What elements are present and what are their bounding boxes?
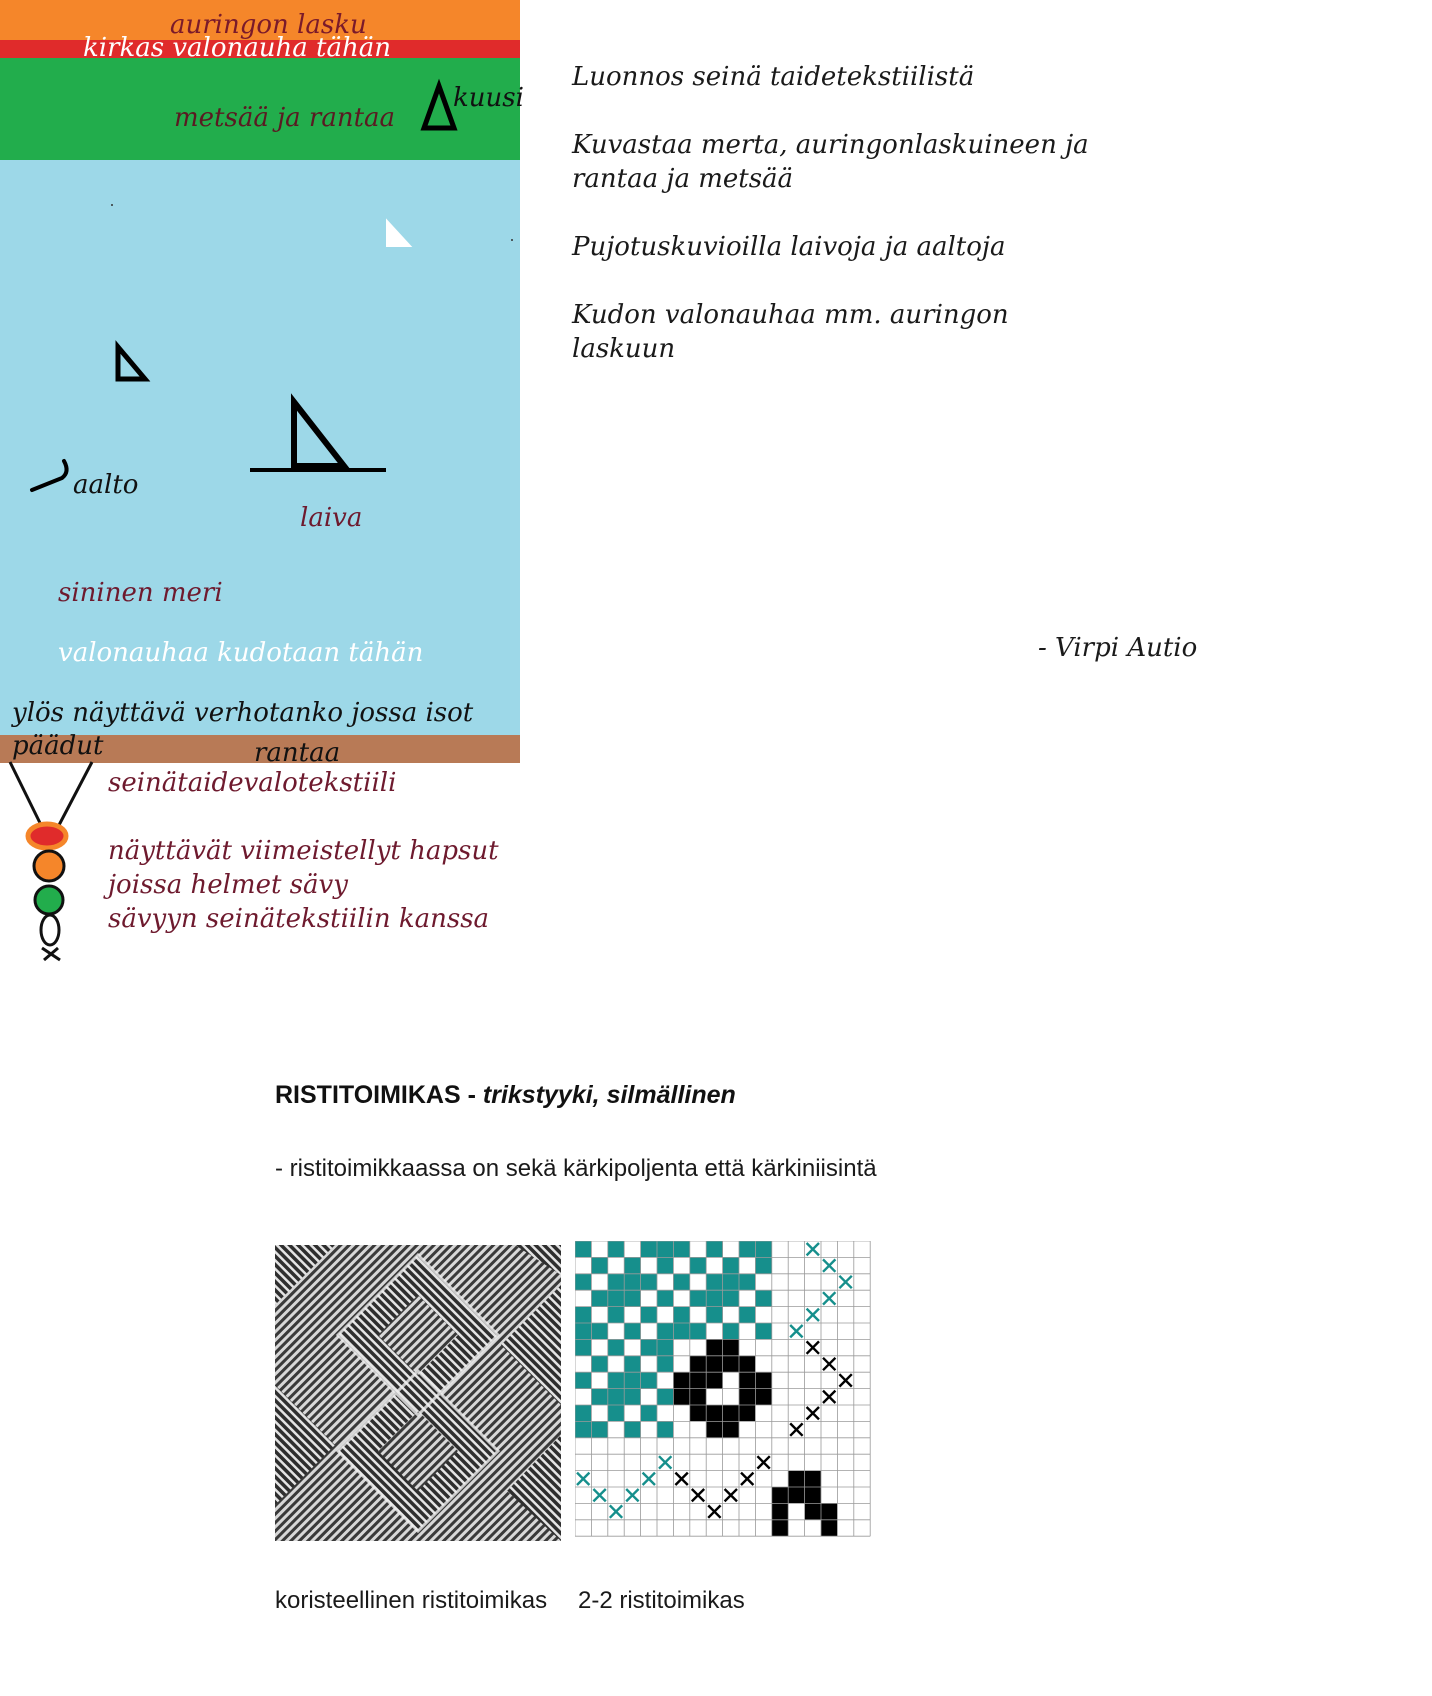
draft-cell — [657, 1257, 673, 1273]
notes-p3-line1: Kudon valonauhaa mm. auringon — [572, 300, 1009, 330]
weave-heading — [275, 1081, 736, 1110]
draft-cell — [739, 1307, 755, 1323]
ship-icon — [250, 402, 386, 470]
draft-cell — [772, 1503, 788, 1519]
draft-cell — [624, 1421, 640, 1437]
draft-cell — [805, 1487, 821, 1503]
draft-cell — [690, 1290, 706, 1306]
draft-cell — [723, 1323, 739, 1339]
draft-cross-mark — [839, 1374, 851, 1386]
draft-cell — [723, 1257, 739, 1273]
draft-cross-mark — [577, 1473, 589, 1485]
draft-cross-mark — [790, 1325, 802, 1337]
rod-label-line2: päädut — [12, 731, 104, 761]
caption-left: koristeellinen ristitoimikas — [275, 1587, 548, 1614]
notes-title: Luonnos seinä taidetekstiilistä — [572, 62, 975, 92]
notes-p2: Pujotuskuvioilla laivoja ja aaltoja — [572, 232, 1006, 262]
draft-cell — [575, 1307, 591, 1323]
draft-cell — [591, 1323, 607, 1339]
draft-cell — [739, 1389, 755, 1405]
draft-cell — [608, 1241, 624, 1257]
draft-cell — [641, 1307, 657, 1323]
draft-cell — [739, 1274, 755, 1290]
fringe-label-line2: joissa helmet sävy — [108, 870, 348, 900]
notes-p3-line2: laskuun — [572, 334, 676, 364]
draft-cell — [575, 1323, 591, 1339]
draft-cell — [805, 1471, 821, 1487]
rod-label-line1: ylös näyttävä verhotanko jossa isot — [12, 698, 474, 728]
draft-cell — [723, 1356, 739, 1372]
draft-cell — [739, 1241, 755, 1257]
draft-cell — [706, 1421, 722, 1437]
draft-cell — [575, 1274, 591, 1290]
draft-cell — [723, 1290, 739, 1306]
draft-cell — [706, 1274, 722, 1290]
draft-cross-mark — [692, 1489, 704, 1501]
draft-cell — [657, 1389, 673, 1405]
draft-cell — [788, 1471, 804, 1487]
draft-cell — [739, 1405, 755, 1421]
sunset-label: auringon lasku — [170, 10, 367, 40]
draft-cell — [690, 1356, 706, 1372]
draft-cell — [755, 1389, 771, 1405]
draft-cell — [657, 1241, 673, 1257]
draft-cell — [673, 1389, 689, 1405]
sea-label: sininen meri — [58, 578, 223, 608]
light-band-label: kirkas valonauha tähän — [83, 33, 391, 63]
draft-cell — [706, 1372, 722, 1388]
draft-cross-mark — [807, 1243, 819, 1255]
draft-cell — [673, 1307, 689, 1323]
draft-cell — [608, 1290, 624, 1306]
forest-label: metsää ja rantaa — [174, 103, 396, 133]
draft-cell — [821, 1503, 837, 1519]
draft-cell — [673, 1241, 689, 1257]
draft-cross-mark — [823, 1259, 835, 1271]
draft-cross-mark — [823, 1292, 835, 1304]
draft-cell — [739, 1372, 755, 1388]
draft-cell — [706, 1307, 722, 1323]
signature: - Virpi Autio — [1038, 633, 1198, 663]
sketch-drawings — [0, 0, 530, 980]
draft-cell — [575, 1339, 591, 1355]
draft-cell — [657, 1339, 673, 1355]
spruce-icon — [424, 86, 454, 128]
draft-cell — [657, 1356, 673, 1372]
draft-cell — [641, 1241, 657, 1257]
draft-cross-mark — [807, 1407, 819, 1419]
draft-cell — [755, 1290, 771, 1306]
draft-cell — [706, 1356, 722, 1372]
draft-cell — [575, 1372, 591, 1388]
draft-cell — [608, 1405, 624, 1421]
draft-cell — [608, 1274, 624, 1290]
sea-dot — [511, 239, 513, 241]
white-sail-icon — [387, 221, 410, 246]
draft-cross-mark — [790, 1423, 802, 1435]
draft-cell — [657, 1421, 673, 1437]
draft-cell — [575, 1241, 591, 1257]
draft-cell — [624, 1389, 640, 1405]
draft-cell — [690, 1405, 706, 1421]
notes-p1-line2: rantaa ja metsää — [572, 164, 794, 194]
draft-cell — [723, 1274, 739, 1290]
small-sail-icon — [118, 347, 145, 379]
weave-description: - ristitoimikkaassa on sekä kärkipoljenta että kärkiniisintä — [275, 1155, 877, 1182]
draft-cell — [706, 1339, 722, 1355]
draft-cross-mark — [593, 1489, 605, 1501]
ship-label: laiva — [300, 503, 363, 533]
draft-cell — [575, 1405, 591, 1421]
draft-cross-mark — [610, 1505, 622, 1517]
draft-cell — [641, 1372, 657, 1388]
draft-cell — [772, 1520, 788, 1536]
draft-cell — [706, 1290, 722, 1306]
draft-cell — [591, 1290, 607, 1306]
wave-icon — [32, 461, 67, 490]
draft-cell — [624, 1290, 640, 1306]
draft-cross-mark — [659, 1456, 671, 1468]
draft-cross-mark — [741, 1473, 753, 1485]
draft-cell — [755, 1372, 771, 1388]
draft-cell — [772, 1487, 788, 1503]
draft-cell — [755, 1257, 771, 1273]
weave-draft-diagram — [575, 1241, 875, 1541]
draft-cell — [608, 1389, 624, 1405]
draft-cross-mark — [643, 1473, 655, 1485]
draft-cell — [706, 1405, 722, 1421]
textile-label: seinätaidevalotekstiili — [108, 768, 397, 798]
draft-cell — [591, 1421, 607, 1437]
caption-right: 2-2 ristitoimikas — [578, 1587, 745, 1614]
draft-cell — [723, 1405, 739, 1421]
draft-cell — [624, 1274, 640, 1290]
draft-cell — [608, 1372, 624, 1388]
draft-cell — [624, 1356, 640, 1372]
draft-cell — [641, 1405, 657, 1421]
shore-label: rantaa — [254, 738, 341, 768]
draft-cross-mark — [708, 1505, 720, 1517]
draft-cell — [608, 1307, 624, 1323]
fringe-label-line1: näyttävät viimeistellyt hapsut — [108, 836, 499, 866]
notes-p1-line1: Kuvastaa merta, auringonlaskuineen ja — [572, 130, 1089, 160]
draft-cross-mark — [823, 1391, 835, 1403]
light-weave-label: valonauhaa kudotaan tähän — [58, 638, 424, 668]
weave-heading-italic: trikstyyki, silmällinen — [482, 1081, 736, 1109]
wave-label: aalto — [73, 470, 139, 500]
draft-cell — [641, 1274, 657, 1290]
fabric-sample-image — [275, 1245, 561, 1541]
weave-heading-sep: - — [460, 1081, 483, 1109]
draft-cell — [690, 1323, 706, 1339]
draft-cell — [723, 1339, 739, 1355]
draft-cell — [755, 1323, 771, 1339]
sea-dot — [111, 204, 113, 206]
draft-cross-mark — [757, 1456, 769, 1468]
draft-cell — [624, 1257, 640, 1273]
draft-cell — [690, 1257, 706, 1273]
draft-cell — [690, 1389, 706, 1405]
draft-cross-mark — [807, 1309, 819, 1321]
draft-cell — [673, 1323, 689, 1339]
draft-cell — [657, 1290, 673, 1306]
weave-heading-bold: RISTITOIMIKAS — [275, 1081, 461, 1109]
fringe-label-line3: sävyyn seinätekstiilin kanssa — [108, 904, 490, 934]
draft-cell — [608, 1339, 624, 1355]
draft-cell — [641, 1339, 657, 1355]
draft-cell — [657, 1323, 673, 1339]
draft-cell — [690, 1372, 706, 1388]
draft-cell — [723, 1421, 739, 1437]
draft-cell — [575, 1421, 591, 1437]
draft-cell — [624, 1372, 640, 1388]
draft-cell — [624, 1323, 640, 1339]
draft-cell — [739, 1356, 755, 1372]
draft-cross-mark — [807, 1341, 819, 1353]
draft-cell — [706, 1241, 722, 1257]
spruce-label: kuusi — [453, 83, 524, 113]
draft-cell — [673, 1372, 689, 1388]
draft-cross-mark — [839, 1276, 851, 1288]
draft-cross-mark — [626, 1489, 638, 1501]
draft-cell — [805, 1503, 821, 1519]
draft-cell — [788, 1487, 804, 1503]
draft-cell — [673, 1274, 689, 1290]
draft-cross-mark — [823, 1358, 835, 1370]
draft-cell — [591, 1356, 607, 1372]
bead-fringe-icon — [10, 762, 92, 960]
draft-cell — [755, 1241, 771, 1257]
draft-cell — [821, 1520, 837, 1536]
draft-cross-mark — [725, 1489, 737, 1501]
draft-cross-mark — [675, 1473, 687, 1485]
draft-cell — [591, 1257, 607, 1273]
draft-cell — [591, 1389, 607, 1405]
